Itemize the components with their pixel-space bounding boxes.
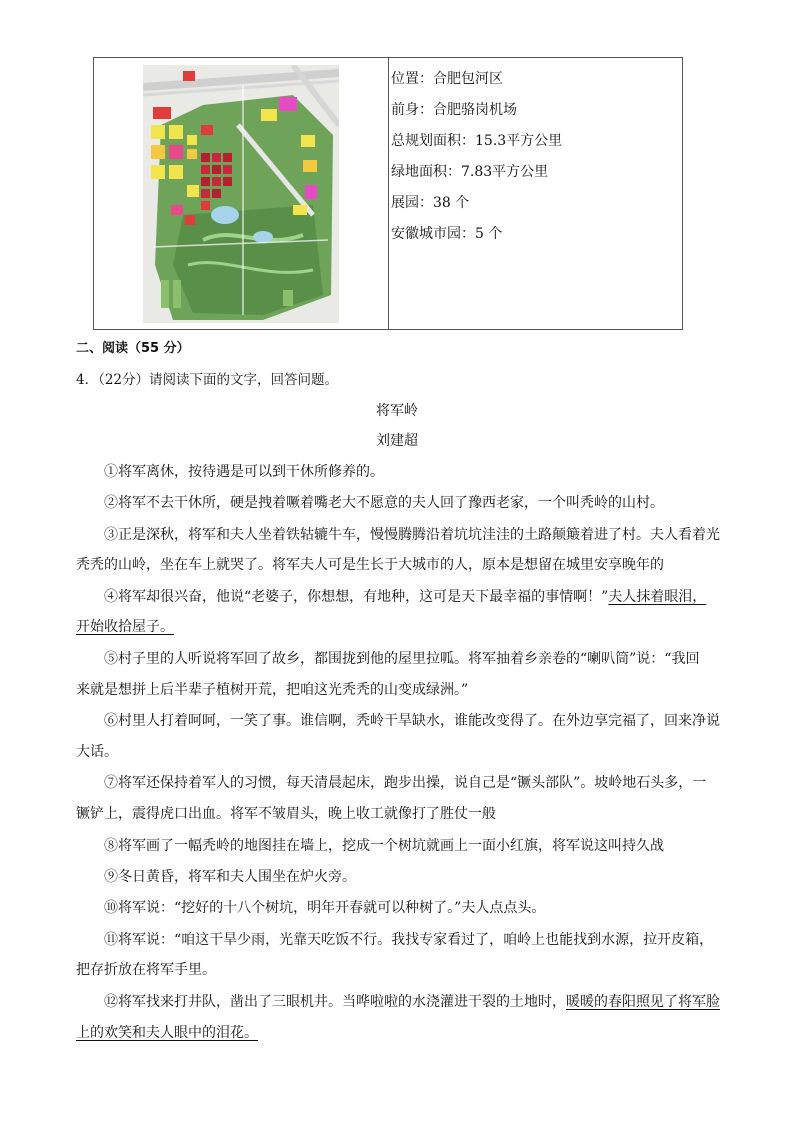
paragraph-9: ⑨冬日黄昏，将军和夫人围坐在炉火旁。 [104,869,356,885]
section-heading: 二、阅读（55 分） [76,341,190,356]
paragraph-3-line-2: 秃秃的山岭，坐在车上就哭了。将军夫人可是生长于大城市的人，原本是想留在城里安享晚年的 [76,557,664,573]
fact-location: 位置：合肥包河区 [391,71,503,87]
fact-exhibition-gardens: 展园：38 个 [391,195,470,211]
story-title: 将军岭 [376,403,418,419]
paragraph-1: ①将军离休，按待遇是可以到干休所修养的。 [104,464,384,480]
fact-anhui-gardens: 安徽城市园：5 个 [391,226,503,242]
paragraph-7-line-2: 镢铲上，震得虎口出血。将军不皱眉头，晚上收工就像打了胜仗一般 [76,806,496,822]
paragraph-3-line-1: ③正是深秋，将军和夫人坐着铁轱辘牛车，慢慢腾腾沿着坑坑洼洼的土路颠簸着进了村。夫人看着光 [104,527,720,543]
map-cell [94,58,389,329]
facts-cell [389,58,682,329]
paragraph-8: ⑧将军画了一幅秃岭的地图挂在墙上，挖成一个树坑就画上一面小红旗，将军说这叫持久战 [104,838,664,854]
paragraph-4-underlined: 夫人抹着眼泪， [608,589,707,605]
paragraph-11-line-1: ⑪将军说：“咱这干旱少雨，光靠天吃饭不行。我找专家看过了，咱岭上也能找到水源，拉开皮箱， [104,932,714,948]
paragraph-12-line-1 [104,992,720,1012]
paragraph-12-line-2: 上的欢笑和夫人眼中的泪花。 [76,1025,258,1041]
paragraph-5-line-1: ⑤村子里的人听说将军回了故乡，都围拢到他的屋里拉呱。将军抽着乡亲卷的“喇叭筒”说：“我回 [104,651,700,667]
fact-predecessor: 前身：合肥骆岗机场 [391,102,517,118]
fact-green-area: 绿地面积：7.83平方公里 [391,164,549,180]
paragraph-12-text: ⑫将军找来打井队，凿出了三眼机井。当哗啦啦的水浇灌进干裂的土地时， [104,994,566,1010]
paragraph-12-underlined: 暖暖的春阳照见了将军脸 [566,994,720,1010]
paragraph-5-line-2: 来就是想拼上后半辈子植树开荒，把咱这光秃秃的山变成绿洲。” [76,682,469,698]
info-table [93,57,683,330]
paragraph-4-line-2: 开始收拾屋子。 [76,619,174,635]
story-author: 刘建超 [376,433,418,449]
question-prompt: 4．（22分）请阅读下面的文字，回答问题。 [76,372,339,388]
paragraph-11-line-2: 把存折放在将军手里。 [76,962,216,978]
paragraph-10: ⑩将军说：“挖好的十八个树坑，明年开春就可以种树了。”夫人点点头。 [104,900,546,916]
paragraph-4-text: ④将军却很兴奋，他说“老婆子，你想想，有地种，这可是天下最幸福的事情啊！” [104,589,609,605]
paragraph-2: ②将军不去干休所，硬是拽着噘着嘴老大不愿意的夫人回了豫西老家，一个叫秃岭的山村。 [104,495,664,511]
paragraph-6-line-1: ⑥村里人打着呵呵，一笑了事。谁信啊，秃岭干旱缺水，谁能改变得了。在外边享完福了，回来净说 [104,713,720,729]
paragraph-7-line-1: ⑦将军还保持着军人的习惯，每天清晨起床，跑步出操，说自己是“镢头部队”。坡岭地石头多，一 [104,775,707,791]
fact-total-area: 总规划面积：15.3平方公里 [391,133,563,149]
paragraph-6-line-2: 大话。 [76,744,118,760]
paragraph-4-line-1 [104,587,706,607]
park-map-image [143,65,339,323]
